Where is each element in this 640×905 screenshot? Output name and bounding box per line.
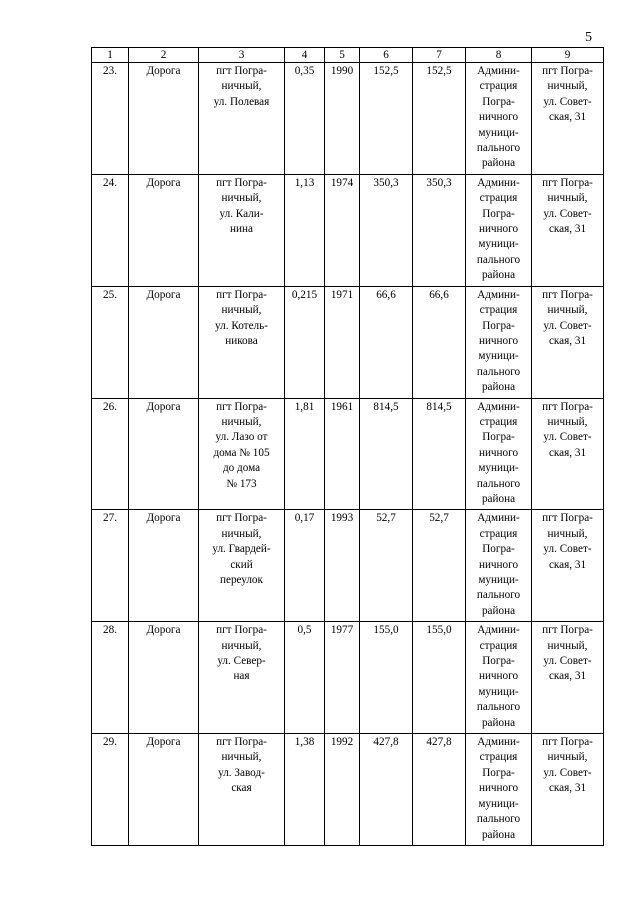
table-row	[92, 510, 604, 622]
row-number: 24.	[92, 174, 129, 286]
object-length: 1,38	[285, 734, 325, 846]
holder-name: Админи- страция Погра- ничного муници- пального района	[466, 510, 532, 622]
object-address: пгт Погра- ничный, ул. Кали- нина	[199, 174, 285, 286]
residual-value: 814,5	[413, 398, 466, 510]
table-row	[92, 398, 604, 510]
object-name: Дорога	[129, 510, 199, 622]
property-register-table	[91, 47, 604, 846]
holder-address: пгт Погра- ничный, ул. Совет- ская, 31	[532, 510, 604, 622]
object-year: 1977	[325, 622, 360, 734]
object-length: 0,215	[285, 286, 325, 398]
object-year: 1961	[325, 398, 360, 510]
book-value: 814,5	[360, 398, 413, 510]
book-value: 427,8	[360, 734, 413, 846]
column-header: 9	[532, 48, 604, 63]
holder-address: пгт Погра- ничный, ул. Совет- ская, 31	[532, 622, 604, 734]
row-number: 25.	[92, 286, 129, 398]
book-value: 66,6	[360, 286, 413, 398]
residual-value: 66,6	[413, 286, 466, 398]
residual-value: 155,0	[413, 622, 466, 734]
column-header: 3	[199, 48, 285, 63]
object-year: 1974	[325, 174, 360, 286]
object-address: пгт Погра- ничный, ул. Завод- ская	[199, 734, 285, 846]
object-length: 1,13	[285, 174, 325, 286]
holder-address: пгт Погра- ничный, ул. Совет- ская, 31	[532, 734, 604, 846]
column-header: 5	[325, 48, 360, 63]
holder-name: Админи- страция Погра- ничного муници- пального района	[466, 174, 532, 286]
table-row	[92, 286, 604, 398]
object-name: Дорога	[129, 398, 199, 510]
table-row	[92, 734, 604, 846]
object-address: пгт Погра- ничный, ул. Полевая	[199, 63, 285, 175]
table-row	[92, 622, 604, 734]
row-number: 29.	[92, 734, 129, 846]
book-value: 52,7	[360, 510, 413, 622]
column-header: 2	[129, 48, 199, 63]
book-value: 152,5	[360, 63, 413, 175]
row-number: 23.	[92, 63, 129, 175]
holder-address: пгт Погра- ничный, ул. Совет- ская, 31	[532, 286, 604, 398]
object-name: Дорога	[129, 622, 199, 734]
page-number: 5	[585, 30, 592, 45]
object-name: Дорога	[129, 174, 199, 286]
row-number: 27.	[92, 510, 129, 622]
column-number-row	[92, 48, 604, 63]
column-header: 1	[92, 48, 129, 63]
column-header: 6	[360, 48, 413, 63]
residual-value: 427,8	[413, 734, 466, 846]
object-year: 1990	[325, 63, 360, 175]
row-number: 28.	[92, 622, 129, 734]
holder-name: Админи- страция Погра- ничного муници- пального района	[466, 286, 532, 398]
object-length: 0,35	[285, 63, 325, 175]
holder-address: пгт Погра- ничный, ул. Совет- ская, 31	[532, 398, 604, 510]
holder-name: Админи- страция Погра- ничного муници- пального района	[466, 398, 532, 510]
residual-value: 350,3	[413, 174, 466, 286]
object-length: 0,17	[285, 510, 325, 622]
row-number: 26.	[92, 398, 129, 510]
column-header: 4	[285, 48, 325, 63]
book-value: 155,0	[360, 622, 413, 734]
residual-value: 152,5	[413, 63, 466, 175]
holder-name: Админи- страция Погра- ничного муници- пального района	[466, 622, 532, 734]
holder-address: пгт Погра- ничный, ул. Совет- ская, 31	[532, 63, 604, 175]
book-value: 350,3	[360, 174, 413, 286]
object-year: 1993	[325, 510, 360, 622]
object-address: пгт Погра- ничный, ул. Лазо от дома № 105 до дома № 173	[199, 398, 285, 510]
holder-address: пгт Погра- ничный, ул. Совет- ская, 31	[532, 174, 604, 286]
column-header: 8	[466, 48, 532, 63]
object-length: 0,5	[285, 622, 325, 734]
object-name: Дорога	[129, 734, 199, 846]
table-row	[92, 63, 604, 175]
object-name: Дорога	[129, 63, 199, 175]
object-address: пгт Погра- ничный, ул. Север- ная	[199, 622, 285, 734]
table-row	[92, 174, 604, 286]
object-address: пгт Погра- ничный, ул. Котель- никова	[199, 286, 285, 398]
object-length: 1,81	[285, 398, 325, 510]
residual-value: 52,7	[413, 510, 466, 622]
object-year: 1971	[325, 286, 360, 398]
object-year: 1992	[325, 734, 360, 846]
object-name: Дорога	[129, 286, 199, 398]
object-address: пгт Погра- ничный, ул. Гвардей- ский переулок	[199, 510, 285, 622]
holder-name: Админи- страция Погра- ничного муници- пального района	[466, 63, 532, 175]
column-header: 7	[413, 48, 466, 63]
holder-name: Админи- страция Погра- ничного муници- пального района	[466, 734, 532, 846]
